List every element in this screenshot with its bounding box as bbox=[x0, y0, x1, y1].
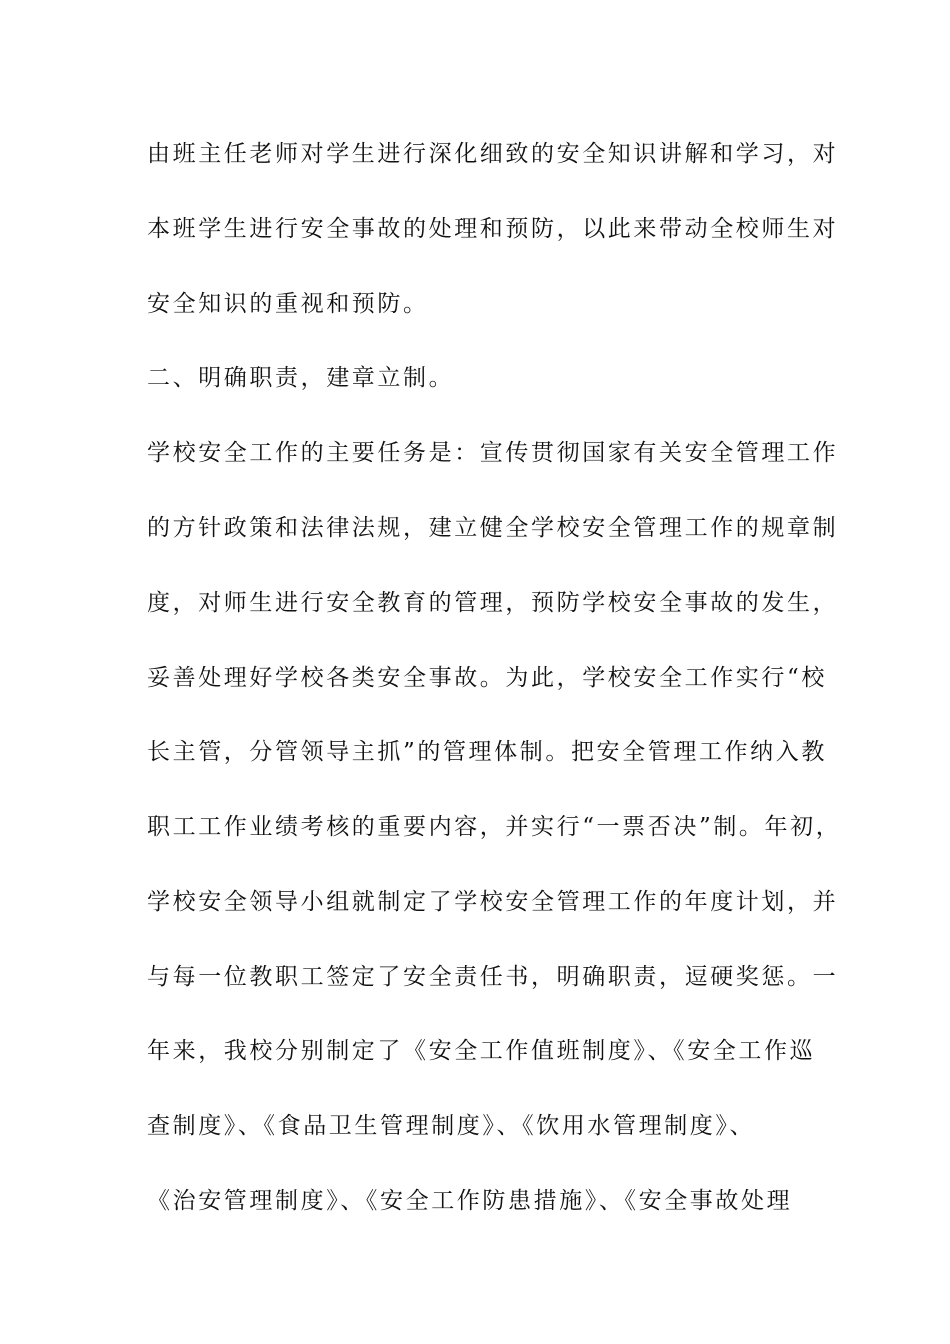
text-line: 职工工作业绩考核的重要内容，并实行“一票否决”制。年初， bbox=[147, 814, 842, 840]
text-line: 的方针政策和法律法规，建立健全学校安全管理工作的规章制 bbox=[147, 515, 839, 541]
text-line: 学校安全工作的主要任务是：宣传贯彻国家有关安全管理工作 bbox=[147, 440, 839, 466]
text-line: 妥善处理好学校各类安全事故。为此，学校安全工作实行“校 bbox=[147, 665, 827, 691]
text-line: 学校安全领导小组就制定了学校安全管理工作的年度计划，并 bbox=[147, 889, 839, 915]
text-line: 度，对师生进行安全教育的管理，预防学校安全事故的发生， bbox=[147, 590, 839, 616]
text-line: 安全知识的重视和预防。 bbox=[147, 291, 429, 317]
text-line: 查制度》、《食品卫生管理制度》、《饮用水管理制度》、 bbox=[147, 1113, 756, 1139]
text-line: 由班主任老师对学生进行深化细致的安全知识讲解和学习，对 bbox=[147, 141, 839, 167]
text-line: 年来，我校分别制定了《安全工作值班制度》、《安全工作巡 bbox=[147, 1038, 816, 1064]
text-line: 《治安管理制度》、《安全工作防患措施》、《安全事故处理 bbox=[147, 1188, 793, 1214]
text-line: 与每一位教职工签定了安全责任书，明确职责，逗硬奖惩。一 bbox=[147, 964, 839, 990]
text-line: 长主管，分管领导主抓”的管理体制。把安全管理工作纳入教 bbox=[147, 739, 827, 765]
text-line: 本班学生进行安全事故的处理和预防，以此来带动全校师生对 bbox=[147, 216, 839, 242]
section-heading: 二、明确职责，建章立制。 bbox=[147, 365, 455, 391]
